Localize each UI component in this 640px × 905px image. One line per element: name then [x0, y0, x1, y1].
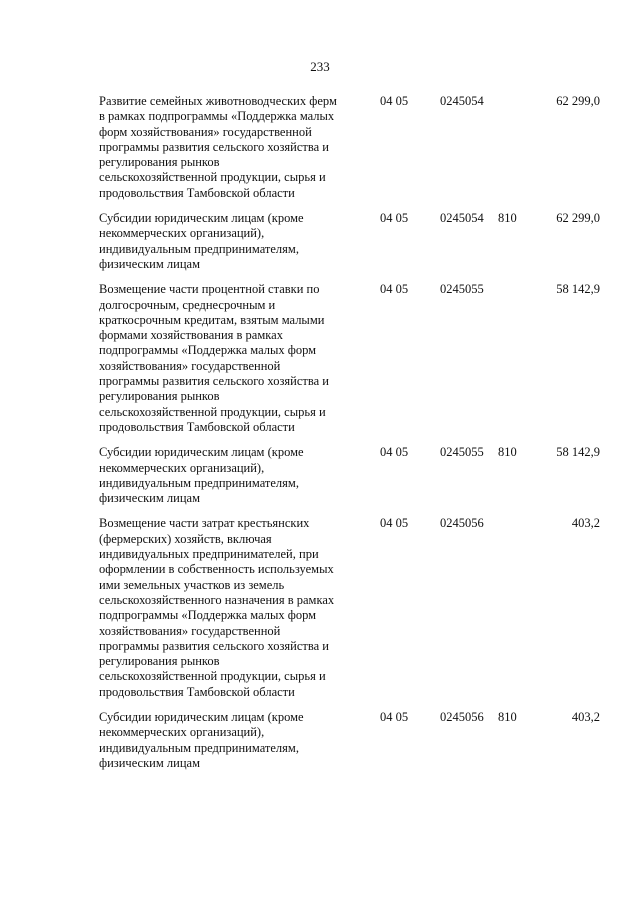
row-section: 04 05	[380, 94, 409, 108]
row-name: Развитие семейных животноводческих ферм в рамках подпрограммы «Поддержка малых форм хозяйствования» государственной программы развития сельского хозяйства и регулирования рынков сельскохозяйственной продукции, сырья и продовольствия Тамбовской области	[99, 94, 337, 200]
row-amount: 403,2	[571, 709, 600, 724]
table-row	[99, 211, 609, 272]
row-code: 0245055	[440, 282, 484, 297]
row-code: 0245054	[440, 211, 484, 226]
row-name: Возмещение части процентной ставки по долгосрочным, среднесрочным и краткосрочным кредитам, взятым малыми формами хозяйствования в рамках подпрограммы «Поддержка малых форм хозяйствования» государственной программы развития сельского хозяйства и регулирования рынков сельскохозяйственной продукции, сырья и продовольствия Тамбовской области	[99, 282, 329, 434]
row-expense-type: 810	[498, 445, 517, 460]
row-name: Возмещение части затрат крестьянских (фермерских) хозяйств, включая индивидуальных предпринимателей, при оформлении в собственность используемых ими земельных участков из земель сельскохозяйственного назначения в рамках подпрограммы «Поддержка малых форм хозяйствования» государственной программы развития сельского хозяйства и регулирования рынков сельскохозяйственной продукции, сырья и продовольствия Тамбовской области	[99, 516, 335, 699]
row-section: 04 05	[380, 709, 409, 724]
budget-table	[99, 94, 609, 781]
page-number: 233	[310, 59, 330, 74]
table-row	[99, 710, 609, 771]
row-code: 0245055	[440, 445, 484, 460]
row-amount: 62 299,0	[556, 94, 600, 108]
row-section: 04 05	[380, 445, 409, 460]
row-amount: 62 299,0	[556, 211, 600, 226]
table-row	[99, 516, 609, 700]
row-expense-type: 810	[498, 709, 517, 724]
table-row	[99, 282, 609, 435]
row-name: Субсидии юридическим лицам (кроме некоммерческих организаций), индивидуальным предпринимателям, физическим лицам	[99, 709, 304, 770]
row-name: Субсидии юридическим лицам (кроме некоммерческих организаций), индивидуальным предпринимателям, физическим лицам	[99, 211, 304, 271]
table-row	[99, 94, 609, 201]
row-code: 0245054	[440, 94, 484, 108]
row-amount: 58 142,9	[556, 445, 600, 460]
row-section: 04 05	[380, 211, 409, 226]
row-amount: 58 142,9	[556, 282, 600, 297]
table-row	[99, 445, 609, 506]
row-code: 0245056	[440, 709, 484, 724]
row-name: Субсидии юридическим лицам (кроме некоммерческих организаций), индивидуальным предпринимателям, физическим лицам	[99, 445, 304, 506]
row-expense-type: 810	[498, 211, 517, 226]
row-section: 04 05	[380, 516, 409, 531]
row-amount: 403,2	[571, 516, 600, 531]
row-section: 04 05	[380, 282, 409, 297]
row-code: 0245056	[440, 516, 484, 531]
